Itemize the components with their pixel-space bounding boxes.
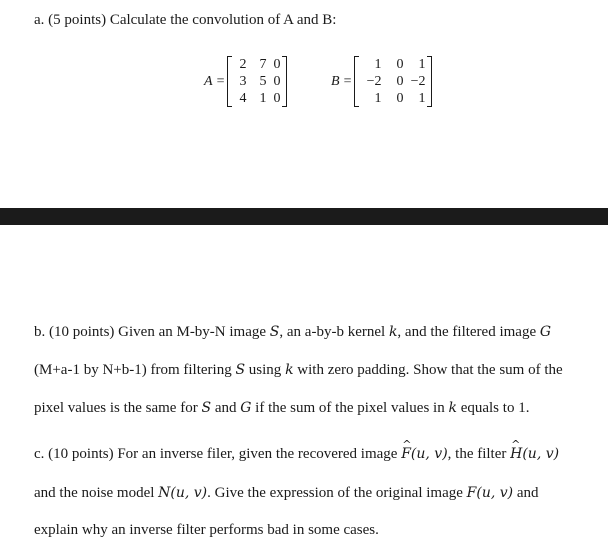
matrix-a-cell: 0 — [273, 91, 281, 106]
matrix-a-name: A — [204, 73, 213, 89]
matrix-b-cell: 1 — [374, 57, 382, 72]
question-c-line-2: and the noise model N(u, v). Give the expression of the original image F(u, v) and — [34, 485, 539, 501]
matrix-b-cell: −2 — [410, 74, 426, 89]
matrix-a-cell: 1 — [259, 91, 267, 106]
matrix-a-equals: = — [216, 73, 225, 89]
matrix-b-cell: 0 — [396, 91, 404, 106]
matrix-a-cell: 0 — [273, 74, 281, 89]
matrix-b-cell: 1 — [418, 57, 426, 72]
matrix-a-cell: 4 — [239, 91, 247, 106]
matrix-a-cell: 7 — [259, 57, 267, 72]
matrix-b-cell: 1 — [418, 91, 426, 106]
matrix-b-name: B — [331, 73, 340, 89]
matrix-b-cell: −2 — [366, 74, 382, 89]
question-b-line-1: b. (10 points) Given an M-by-N image S, an a-by-b kernel k, and the filtered image G — [34, 324, 552, 340]
matrix-b-grid — [359, 56, 427, 107]
matrix-b-equals: = — [343, 73, 352, 89]
redaction-bar — [0, 208, 608, 225]
matrix-a-cell: 5 — [259, 74, 267, 89]
question-b-line-3: pixel values is the same for S and G if the sum of the pixel values in k equals to 1. — [34, 400, 530, 416]
matrix-a-grid — [232, 56, 282, 107]
f-hat-symbol: ^ F(u, v) — [401, 444, 447, 464]
matrix-a-cell: 0 — [273, 57, 281, 72]
matrix-b-cell: 0 — [396, 74, 404, 89]
matrix-a-cell: 2 — [239, 57, 247, 72]
matrix-a-right-bracket — [282, 56, 287, 107]
matrix-a-cell: 3 — [239, 74, 247, 89]
h-hat-symbol: ^ H(u, v) — [510, 444, 559, 464]
question-c-line-1: c. (10 points) For an inverse filer, given the recovered image ^ F(u, v), the filter ^ H(u, v) — [34, 444, 559, 464]
matrix-b-right-bracket — [427, 56, 432, 107]
matrix-b-cell: 0 — [396, 57, 404, 72]
question-c-line-3: explain why an inverse filter performs bad in some cases. — [34, 522, 379, 538]
question-a-text: a. (5 points) Calculate the convolution of A and B: — [34, 12, 337, 28]
matrix-a — [204, 56, 287, 107]
matrix-b — [331, 56, 432, 107]
matrix-b-cell: 1 — [374, 91, 382, 106]
question-b-line-2: (M+a-1 by N+b-1) from filtering S using k with zero padding. Show that the sum of the — [34, 362, 563, 378]
